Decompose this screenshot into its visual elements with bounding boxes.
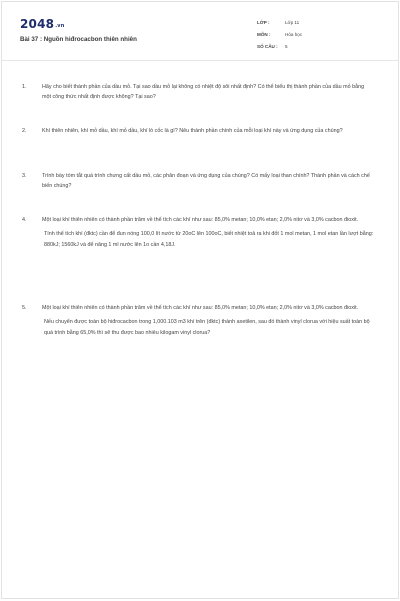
meta-row-count — [257, 40, 387, 52]
meta-row-subject — [257, 28, 387, 40]
meta-value-class: Lớp 11 — [285, 19, 300, 25]
question-body — [42, 303, 374, 338]
question-item — [22, 303, 374, 338]
question-body — [42, 82, 374, 103]
logo-suffix: .vn — [55, 23, 65, 29]
lesson-title: Bài 37 : Nguồn hiđrocacbon thiên nhiên — [20, 36, 137, 43]
question-text: Trình bày tóm tắt quá trình chưng cất dầu mỏ, các phân đoạn và ứng dụng của chúng? Có mấy loại than chính? Thành phần và cách chế biến chúng? — [42, 173, 370, 190]
meta-row-class — [257, 16, 387, 28]
meta-value-count: 5 — [285, 43, 288, 49]
question-text: Khí thiên nhiên, khí mỏ dầu, khí mỏ dầu, khí lò cốc là gì? Nêu thành phần chính của mỗi loại khí này và ứng dụng của chúng? — [42, 128, 343, 134]
question-number: 3. — [22, 173, 27, 179]
question-text: Hãy cho biết thành phần của dầu mỏ. Tại sao dầu mỏ lại không có nhiệt độ sôi nhất định? Có thể biểu thị thành phần của dầu mỏ bằng một công thức nhất định được không? Tại sao? — [42, 84, 365, 101]
site-logo[interactable] — [20, 17, 65, 31]
question-body — [42, 215, 374, 250]
meta-label-subject: MÔN : — [257, 31, 271, 37]
question-item — [22, 171, 374, 192]
question-subtext: Tính thể tích khí (đktc) cần để đun nóng 100,0 lít nước từ 20oC lên 100oC, biết nhiệt toả ra khi đốt 1 mol metan, 1 mol etan lần lượt bằng: 880kJ; 1560kJ và để nâng 1 ml nước lên 1o cần 4,18J. — [44, 231, 374, 248]
question-body — [42, 126, 374, 136]
meta-label-class: LỚP : — [257, 19, 270, 25]
question-text: Một loại khí thiên nhiên có thành phần trăm về thể tích các khí như sau: 85,0% metan; 10,0% etan; 2,0% nitơ và 3,0% cacbon đioxit. — [42, 217, 359, 223]
question-item — [22, 126, 374, 136]
logo-main: 2048 — [20, 17, 55, 31]
worksheet-page — [1, 1, 399, 599]
meta-info — [257, 16, 387, 52]
question-subtext: Nếu chuyển được toàn bộ hiđrocacbon trong 1,000.103 m3 khí trên (đktc) thành axetilen, sau đó thành vinyl clorua với hiệu suất toàn bộ quá trình bằng 65,0% thì sẽ thu được bao nhiêu kilogam vinyl clorua? — [44, 319, 370, 336]
question-number: 4. — [22, 217, 27, 223]
question-item — [22, 82, 374, 103]
question-number: 2. — [22, 128, 27, 134]
worksheet-header — [2, 2, 398, 61]
question-number: 1. — [22, 84, 27, 90]
meta-label-count: SỐ CÂU : — [257, 43, 278, 49]
meta-value-subject: Hóa học — [285, 31, 303, 37]
question-text: Một loại khí thiên nhiên có thành phần trăm về thể tích các khí như sau: 85,0% metan; 10,0% etan; 2,0% nitơ và 3,0% cacbon đioxit. — [42, 305, 359, 311]
question-number: 5. — [22, 305, 27, 311]
question-item — [22, 215, 374, 250]
question-body — [42, 171, 374, 192]
